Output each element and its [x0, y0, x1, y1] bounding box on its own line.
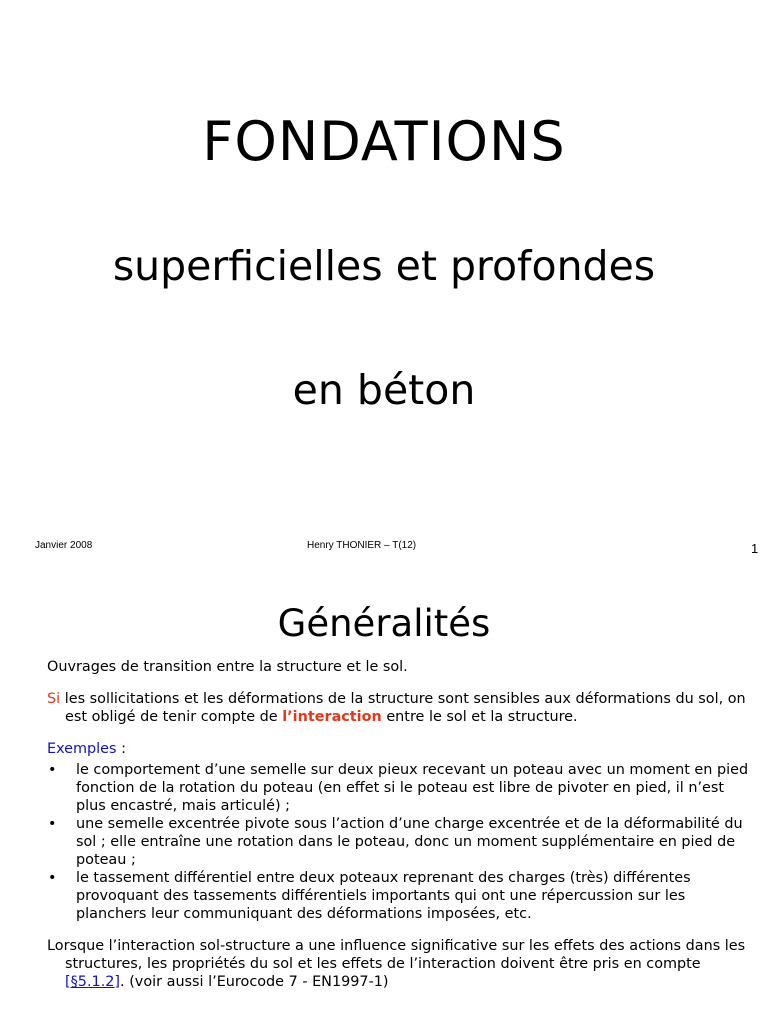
examples-heading [47, 740, 752, 758]
page-number: 1 [751, 541, 759, 556]
intro-paragraph: Ouvrages de transition entre la structure et le sol. [47, 659, 408, 675]
footer-date: Janvier 2008 [35, 540, 93, 551]
generalites-slide [0, 570, 768, 1024]
conclusion-paragraph [47, 937, 752, 991]
list-item-text: une semelle excentrée pivote sous l’action d’une charge excentrée et de la déformabilité du sol ; elle entraîne une rotation dans le poteau, donc un moment supplémentaire en pied de poteau ; [76, 816, 743, 868]
footer-author: Henry THONIER – T(12) [307, 540, 417, 551]
si-text-a: les sollicitations et les déformations de la structure sont sensibles aux déformations du sol, on est obligé de tenir compte de [60, 691, 746, 725]
slide-subtitle: superficielles et profondes [112, 242, 656, 290]
list-item [47, 869, 752, 923]
section-reference-link[interactable]: [§5.1.2] [65, 974, 121, 990]
bullet-glyph: • [48, 816, 57, 832]
examples-label: Exemples [47, 741, 117, 757]
examples-colon: : [116, 741, 126, 757]
interaction-highlight: l’interaction [282, 709, 382, 725]
conclusion-text-a: Lorsque l’interaction sol-structure a une influence significative sur les effets des actions dans les structures, les propriétés du sol et les effets de l’interaction doivent être pris en compte [47, 938, 746, 972]
bullet-glyph: • [48, 762, 57, 778]
examples-list [47, 761, 752, 923]
conclusion-text-b: . (voir aussi l’Eurocode 7 - EN1997-1) [120, 974, 389, 990]
slide-subtitle-2: en béton [292, 366, 476, 414]
slide-body [47, 658, 752, 991]
bullet-glyph: • [48, 870, 57, 886]
list-item [47, 761, 752, 815]
list-item-text: le tassement différentiel entre deux poteaux reprenant des charges (très) différentes provoquant des tassements différentiels importants qui ont une répercussion sur les planchers leur communiquant des déformations imposées, etc. [76, 870, 691, 922]
section-title: Généralités [277, 602, 491, 645]
si-paragraph [47, 690, 752, 726]
slide-title: FONDATIONS [202, 110, 566, 173]
list-item-text: le comportement d’une semelle sur deux pieux recevant un poteau avec un moment en pied fonction de la rotation du poteau (en effet si le poteau est libre de pivoter en pied, il n’est plus encastré, mais articulé) ; [76, 762, 749, 814]
si-text-b: entre le sol et la structure. [381, 709, 578, 725]
si-keyword: Si [47, 691, 61, 707]
list-item [47, 815, 752, 869]
